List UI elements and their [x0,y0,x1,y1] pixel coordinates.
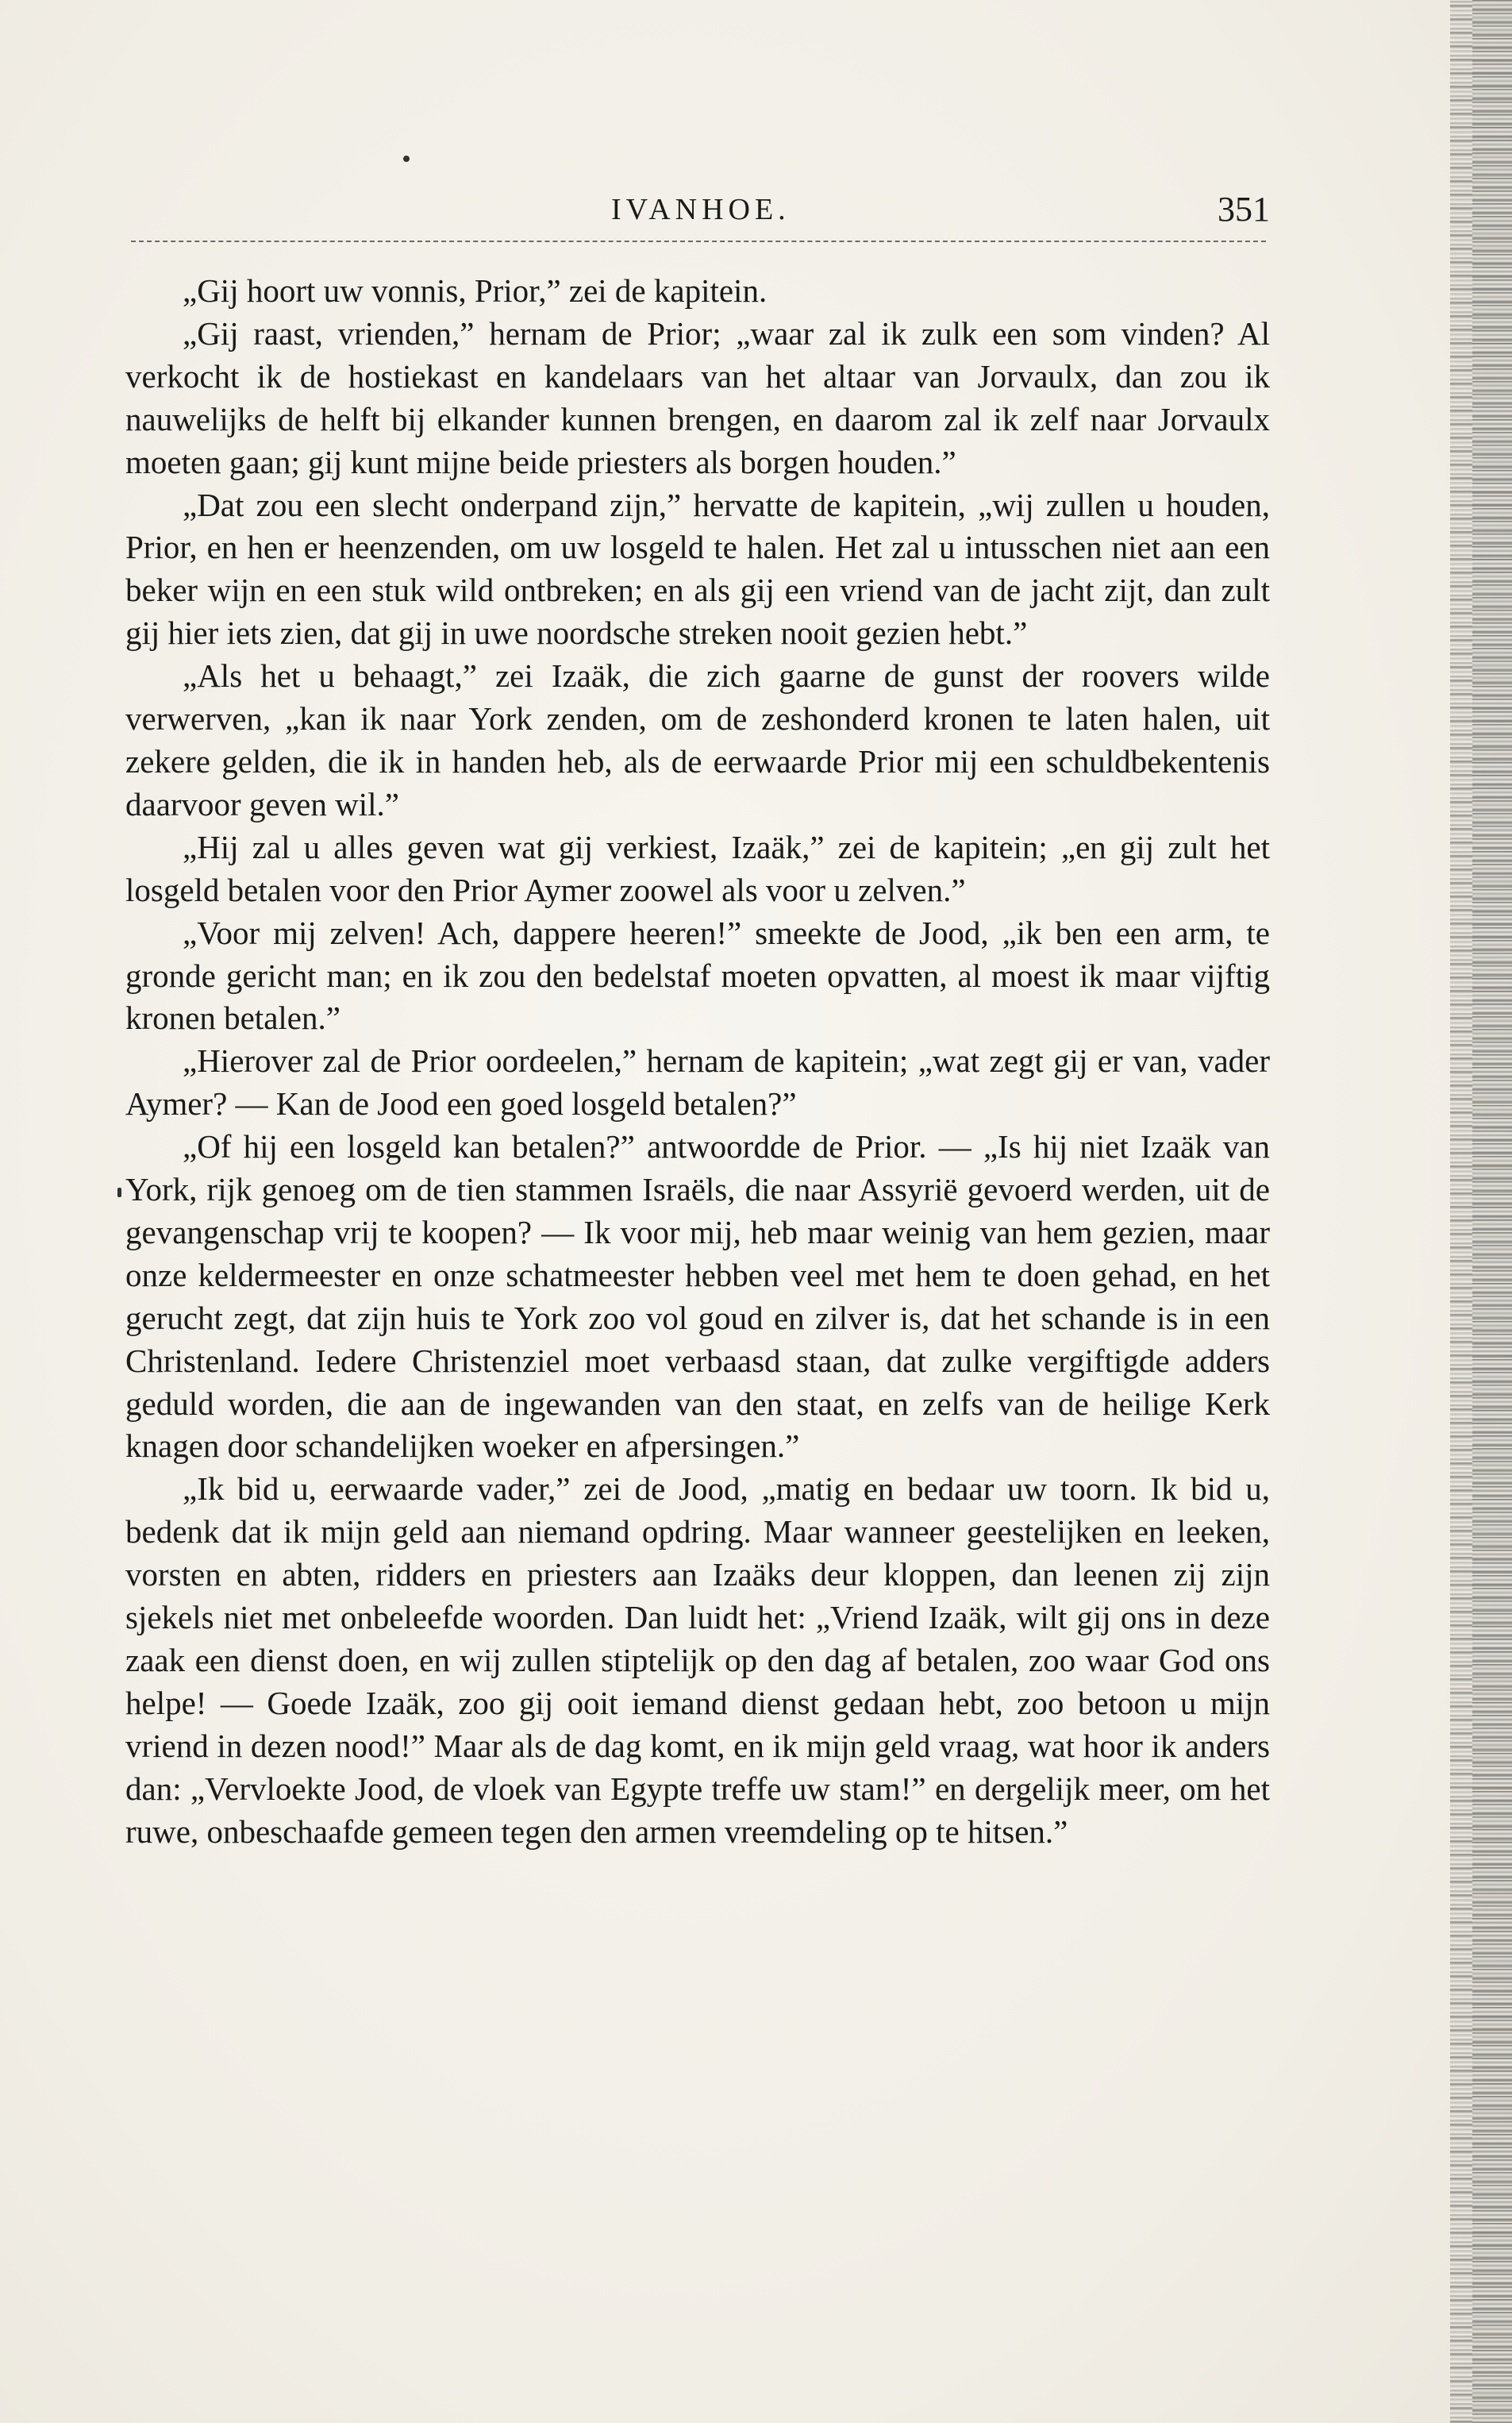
page-header [119,184,1270,235]
paragraph: „Dat zou een slecht onderpand zijn,” hervatte de kapitein, „wij zullen u houden, Prior, en hen er heenzenden, om uw losgeld te halen. Het zal u intusschen niet aan een beker wijn en een stuk wild ontbreken; en als gij een vriend van de jacht zijt, dan zult gij hier iets zien, dat gij in uwe noordsche streken nooit gezien hebt.” [125,486,1270,652]
paragraph: „Voor mij zelven! Ach, dappere heeren!” smeekte de Jood, „ik ben een arm, te gronde gericht man; en ik zou den bedelstaf moeten opvatten, al moest ik maar vijftig kronen betalen.” [125,914,1270,1037]
body-text [125,270,1270,1854]
binding-edge [1450,0,1512,2423]
paragraph: „Gij raast, vrienden,” hernam de Prior; „waar zal ik zulk een som vinden? Al verkocht ik de hostiekast en kandelaars van het altaar van Jorvaulx, dan zou ik nauwelijks de helft bij elkander kunnen brengen, en daarom zal ik zelf naar Jorvaulx moeten gaan; gij kunt mijne beide priesters als borgen houden.” [125,314,1270,480]
page-number: 351 [1218,190,1270,229]
paragraph: „Als het u behaagt,” zei Izaäk, die zich gaarne de gunst der roovers wilde verwerven, „kan ik naar York zenden, om de zeshonderd kronen te laten halen, uit zekere gelden, die ik in handen heb, als de eerwaarde Prior mij een schuldbekentenis daarvoor geven wil.” [125,657,1270,822]
paragraph: „Ik bid u, eerwaarde vader,” zei de Jood, „matig en bedaar uw toorn. Ik bid u, bedenk dat ik mijn geld aan niemand opdring. Maar wanneer geestelijken en leeken, vorsten en abten, ridders en priesters aan Izaäks deur kloppen, dan leenen zij zijn sjekels niet met onbeleefde woorden. Dan luidt het: „Vriend Izaäk, wilt gij ons in deze zaak een dienst doen, en wij zullen stiptelijk op den dag af betalen, zoo waar God ons helpe! — Goede Izaäk, zoo gij ooit iemand dienst gedaan hebt, zoo betoon u mijn vriend in dezen nood!” Maar als de dag komt, en ik mijn geld vraag, wat hoor ik anders dan: „Vervloekte Jood, de vloek van Egypte treffe uw stam!” en dergelijk meer, om het ruwe, onbeschaafde gemeen tegen den armen vreemdeling op te hitsen.” [125,1470,1270,1850]
paragraph: „Gij hoort uw vonnis, Prior,” zei de kapitein. [183,272,768,309]
paragraph: „Hij zal u alles geven wat gij verkiest, Izaäk,” zei de kapitein; „en gij zult het losgeld betalen voor den Prior Aymer zoowel als voor u zelven.” [125,828,1270,908]
ink-speck [403,156,410,162]
ink-speck [117,1188,121,1197]
running-title: IVANHOE. [611,193,791,226]
paragraph: „Hierover zal de Prior oordeelen,” hernam de kapitein; „wat zegt gij er van, vader Aymer? — Kan de Jood een goed losgeld betalen?” [125,1042,1270,1123]
paragraph: „Of hij een losgeld kan betalen?” antwoordde de Prior. — „Is hij niet Izaäk van York, rijk genoeg om de tien stammen Israëls, die naar Assyrië gevoerd werden, uit de gevangenschap vrij te koopen? — Ik voor mij, heb maar weinig van hem gezien, maar onze keldermeester en onze schatmeester hebben veel met hem te doen gehad, en het gerucht zegt, dat zijn huis te York zoo vol goud en zilver is, dat het schande is in een Christenland. Iedere Christenziel moet verbaasd staan, dat zulke vergiftigde adders geduld worden, die aan de ingewanden van den staat, en zelfs van de heilige Kerk knagen door schandelijken woeker en afpersingen.” [125,1128,1270,1465]
header-rule [131,241,1266,242]
